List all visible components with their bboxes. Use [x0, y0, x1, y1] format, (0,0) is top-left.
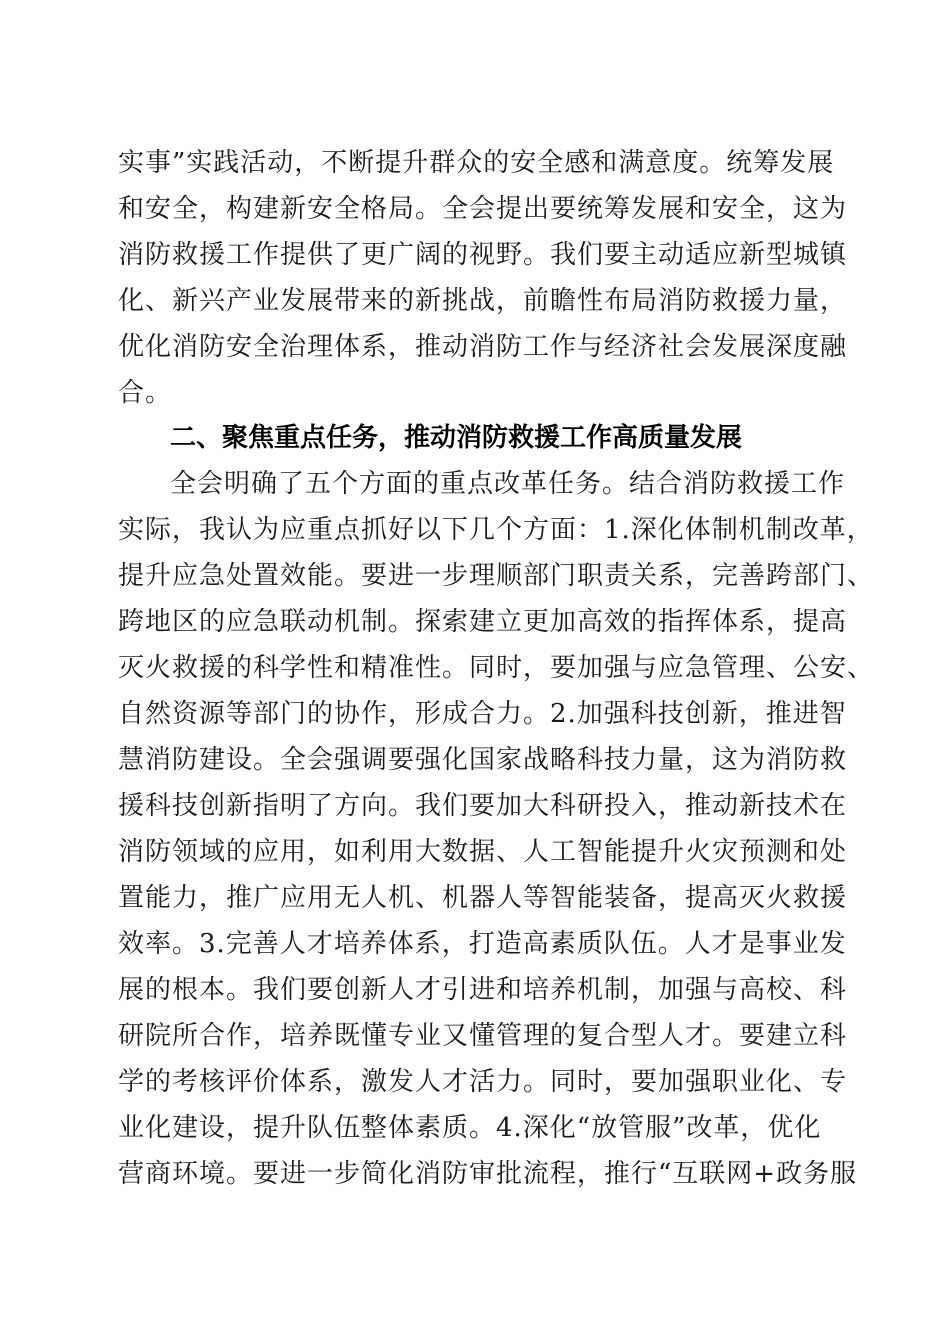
paragraph-line: 效率。3.完善人才培养体系，打造高素质队伍。人才是事业发 — [118, 929, 847, 959]
paragraph-line: 实事”实践活动，不断提升群众的安全感和满意度。统筹发展 — [118, 148, 835, 178]
section-heading: 二、聚焦重点任务，推动消防救援工作高质量发展 — [170, 423, 743, 453]
paragraph-line: 研院所合作，培养既懂专业又懂管理的复合型人才。要建立科 — [118, 1021, 848, 1051]
paragraph-line: 优化消防安全治理体系，推动消防工作与经济社会发展深度融 — [118, 332, 848, 362]
paragraph-line: 业化建设，提升队伍整体素质。4.深化“放管服”改革，优化 — [118, 1113, 822, 1143]
paragraph-line: 和安全，构建新安全格局。全会提出要统筹发展和安全，这为 — [118, 194, 848, 224]
paragraph-line: 提升应急处置效能。要进一步理顺部门职责关系，完善跨部门、 — [118, 561, 875, 591]
paragraph-line: 实际，我认为应重点抓好以下几个方面：1.深化体制机制改革， — [118, 515, 874, 545]
paragraph-line: 跨地区的应急联动机制。探索建立更加高效的指挥体系，提高 — [118, 607, 848, 637]
paragraph-line: 化、新兴产业发展带来的新挑战，前瞻性布局消防救援力量， — [118, 286, 848, 316]
paragraph-line: 置能力，推广应用无人机、机器人等智能装备，提高灭火救援 — [118, 883, 848, 913]
paragraph-line: 消防领域的应用，如利用大数据、人工智能提升火灾预测和处 — [118, 837, 848, 867]
paragraph-line: 慧消防建设。全会强调要强化国家战略科技力量，这为消防救 — [118, 745, 848, 775]
paragraph-line: 学的考核评价体系，激发人才活力。同时，要加强职业化、专 — [118, 1067, 848, 1097]
paragraph-line: 灭火救援的科学性和精准性。同时，要加强与应急管理、公安、 — [118, 653, 875, 683]
paragraph-line: 自然资源等部门的协作，形成合力。2.加强科技创新，推进智 — [118, 699, 847, 729]
paragraph-line: 合。 — [118, 378, 173, 408]
paragraph-line: 消防救援工作提供了更广阔的视野。我们要主动适应新型城镇 — [118, 240, 848, 270]
paragraph-line: 营商环境。要进一步简化消防审批流程，推行“互联网+政务服 — [118, 1159, 858, 1189]
paragraph-line: 援科技创新指明了方向。我们要加大科研投入，推动新技术在 — [118, 791, 848, 821]
paragraph-line: 展的根本。我们要创新人才引进和培养机制，加强与高校、科 — [118, 975, 848, 1005]
paragraph-line: 全会明确了五个方面的重点改革任务。结合消防救援工作 — [170, 469, 846, 499]
